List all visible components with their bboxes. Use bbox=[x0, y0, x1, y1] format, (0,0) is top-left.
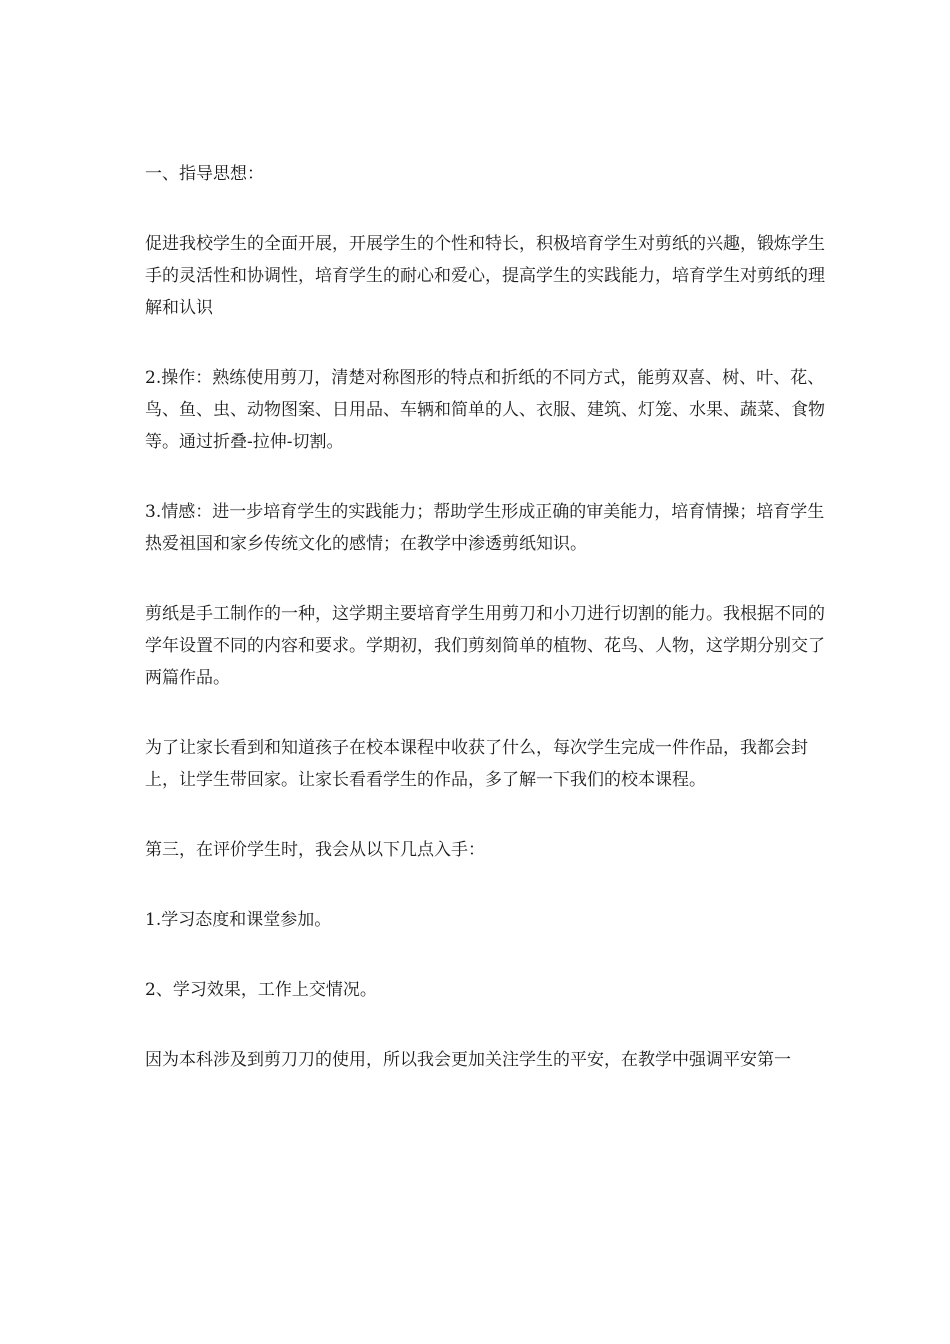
paragraph-parents: 为了让家长看到和知道孩子在校本课程中收获了什么，每次学生完成一件作品，我都会封上，让学生带回家。让家长看看学生的作品，多了解一下我们的校本课程。 bbox=[145, 738, 808, 790]
paragraph-evaluation-item-2: 2、学习效果，工作上交情况。 bbox=[145, 980, 377, 1000]
paragraph-evaluation-heading: 第三，在评价学生时，我会从以下几点入手： bbox=[145, 840, 485, 860]
paragraph-emotion: 3.情感：进一步培育学生的实践能力；帮助学生形成正确的审美能力，培育情操；培育学生热爱祖国和家乡传统文化的感情；在教学中渗透剪纸知识。 bbox=[145, 502, 825, 554]
document-body bbox=[145, 158, 825, 1114]
paragraph-goals: 促进我校学生的全面开展，开展学生的个性和特长，积极培育学生对剪纸的兴趣，锻炼学生手的灵活性和协调性，培育学生的耐心和爱心，提高学生的实践能力，培育学生对剪纸的理解和认识 bbox=[145, 234, 825, 318]
paragraph-operation: 2.操作：熟练使用剪刀，清楚对称图形的特点和折纸的不同方式，能剪双喜、树、叶、花、鸟、鱼、虫、动物图案、日用品、车辆和简单的人、衣服、建筑、灯笼、水果、蔬菜、食物等。通过折叠-拉伸-切割。 bbox=[145, 368, 825, 452]
section-heading-guiding-ideology: 一、指导思想： bbox=[145, 164, 264, 184]
paragraph-evaluation-item-1: 1.学习态度和课堂参加。 bbox=[145, 910, 332, 930]
paragraph-paper-cutting-intro: 剪纸是手工制作的一种，这学期主要培育学生用剪刀和小刀进行切割的能力。我根据不同的学年设置不同的内容和要求。学期初，我们剪刻简单的植物、花鸟、人物，这学期分别交了两篇作品。 bbox=[145, 604, 825, 688]
paragraph-safety: 因为本科涉及到剪刀刀的使用，所以我会更加关注学生的平安，在教学中强调平安第一 bbox=[145, 1050, 791, 1070]
